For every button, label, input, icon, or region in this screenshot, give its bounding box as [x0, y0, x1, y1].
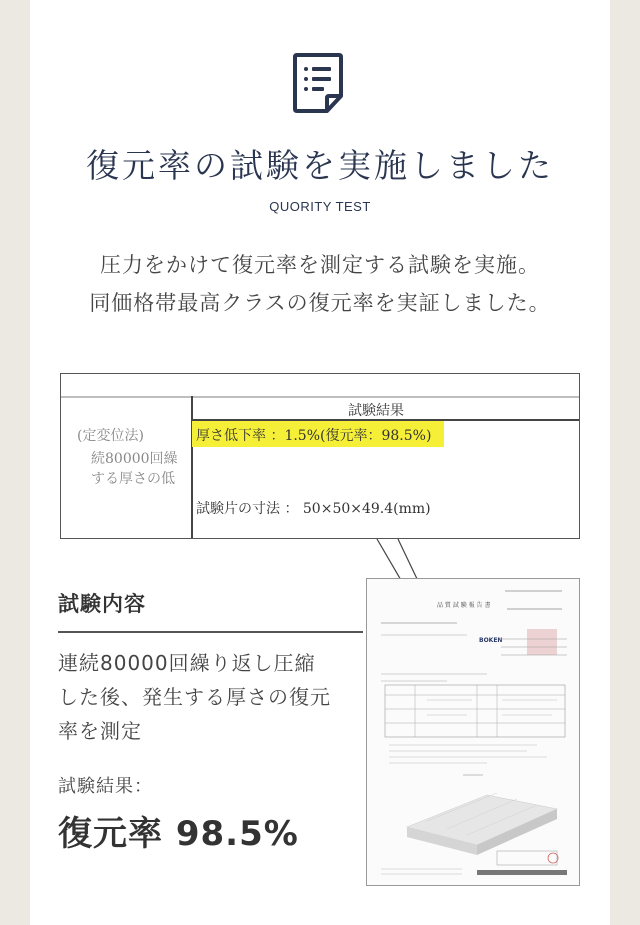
page-subtitle: QUORITY TEST [269, 199, 371, 214]
excerpt-condition-1: 続80000回繰 [91, 451, 178, 467]
result-value: 復元率 98.5% [58, 814, 299, 854]
report-company-logo: BOKEN [479, 637, 503, 644]
test-content-line: 率を測定 [58, 719, 142, 743]
section-divider [58, 631, 363, 633]
intro-line: 圧力をかけて復元率を測定する試験を実施。 [100, 253, 540, 277]
report-title: 品 質 試 験 報 告 書 [437, 602, 491, 609]
intro-line: 同価格帯最高クラスの復元率を実証しました。 [89, 291, 551, 315]
report-scan-image [367, 579, 579, 885]
result-label: 試験結果： [58, 776, 153, 797]
excerpt-condition-2: する厚さの低 [91, 471, 175, 487]
excerpt-method: (定変位法) [77, 428, 144, 444]
excerpt-header: 試験結果 [348, 403, 404, 419]
test-content-heading: 試験内容 [58, 592, 146, 616]
excerpt-specimen-size: 試験片の寸法 ： 50×50×49.4(mm) [196, 501, 431, 517]
test-content-line: した後、発生する厚さの復元 [58, 685, 331, 709]
excerpt-result: 厚さ低下率 ：1.5%(復元率：98.5%) [196, 428, 432, 444]
test-content-body [58, 646, 358, 748]
test-report-thumbnail [366, 578, 580, 886]
page-title: 復元率の試験を実施しました [86, 146, 554, 185]
test-content-line: 連続80000回繰り返し圧縮 [58, 651, 316, 675]
